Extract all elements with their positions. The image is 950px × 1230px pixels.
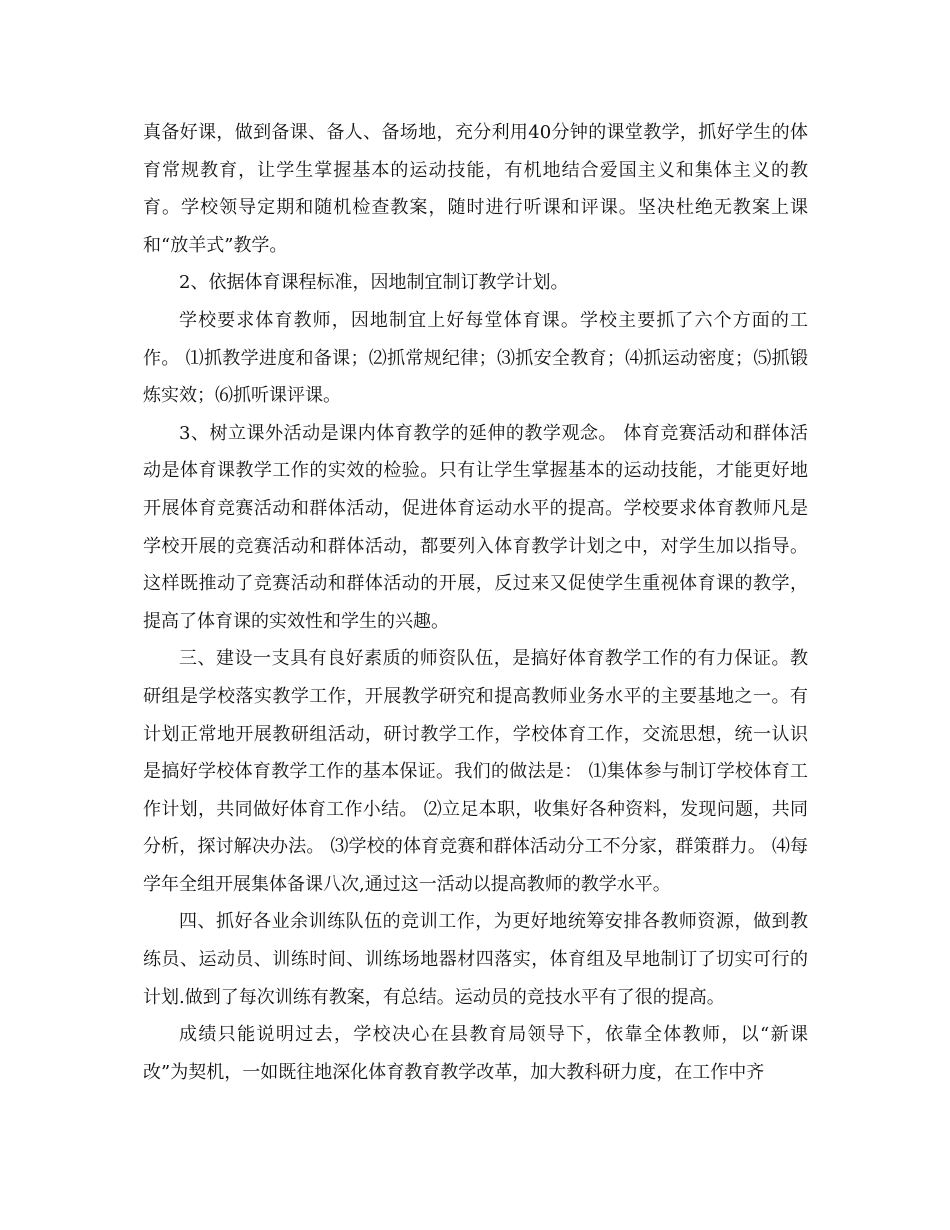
paragraph-continuation: 真备好课，做到备课、备人、备场地，充分利用40分钟的课堂教学，抓好学生的体育常规教育，让学生掌握基本的运动技能，有机地结合爱国主义和集体主义的教育。学校领导定期和随机检查教案，随时进行听课和评课。坚决杜绝无教案上课和“放羊式”教学。 bbox=[143, 122, 808, 256]
paragraph-section-3: 3、树立课外活动是课内体育教学的延伸的教学观念。 体育竞赛活动和群体活动是体育课教学工作的实效的检验。只有让学生掌握基本的运动技能，才能更好地开展体育竞赛活动和群体活动，促进体育运动水平的提高。学校要求体育教师凡是学校开展的竞赛活动和群体活动，都要列入体育教学计划之中，对学生加以指导。这样既推动了竞赛活动和群体活动的开展，反过来又促使学生重视体育课的教学，提高了体育课的实效性和学生的兴趣。 bbox=[143, 422, 808, 632]
paragraph-section-three: 三、建设一支具有良好素质的师资队伍，是搞好体育教学工作的有力保证。教研组是学校落实教学工作，开展教学研究和提高教师业务水平的主要基地之一。有计划正常地开展教研组活动，研讨教学工作，学校体育工作，交流思想，统一认识是搞好学校体育教学工作的基本保证。我们的做法是： ⑴集体参与制订学校体育工作计划，共同做好体育工作小结。 ⑵立足本职，收集好各种资料，发现问题，共同分析，探讨解决办法。 ⑶学校的体育竞赛和群体活动分工不分家，群策群力。 ⑷每学年全组开展集体备课八次,通过这一活动以提高教师的教学水平。 bbox=[143, 648, 808, 895]
paragraph-conclusion: 成绩只能说明过去，学校决心在县教育局领导下，依靠全体教师，以“新课改”为契机，一如既往地深化体育教育教学改革，加大教科研力度，在工作中齐 bbox=[143, 1024, 808, 1083]
paragraph-six-aspects: 学校要求体育教师，因地制宜上好每堂体育课。学校主要抓了六个方面的工作。 ⑴抓教学进度和备课；⑵抓常规纪律；⑶抓安全教育；⑷抓运动密度；⑸抓锻炼实效；⑹抓听课评课。 bbox=[143, 309, 808, 407]
document-body bbox=[143, 114, 808, 1091]
paragraph-section-four: 四、抓好各业余训练队伍的竞训工作，为更好地统筹安排各教师资源，做到教练员、运动员、训练时间、训练场地器材四落实，体育组及早地制订了切实可行的计划.做到了每次训练有教案，有总结。运动员的竞技水平有了很的提高。 bbox=[143, 911, 808, 1008]
paragraph-section-2: 2、依据体育课程标准，因地制宜制订教学计划。 bbox=[179, 272, 569, 294]
